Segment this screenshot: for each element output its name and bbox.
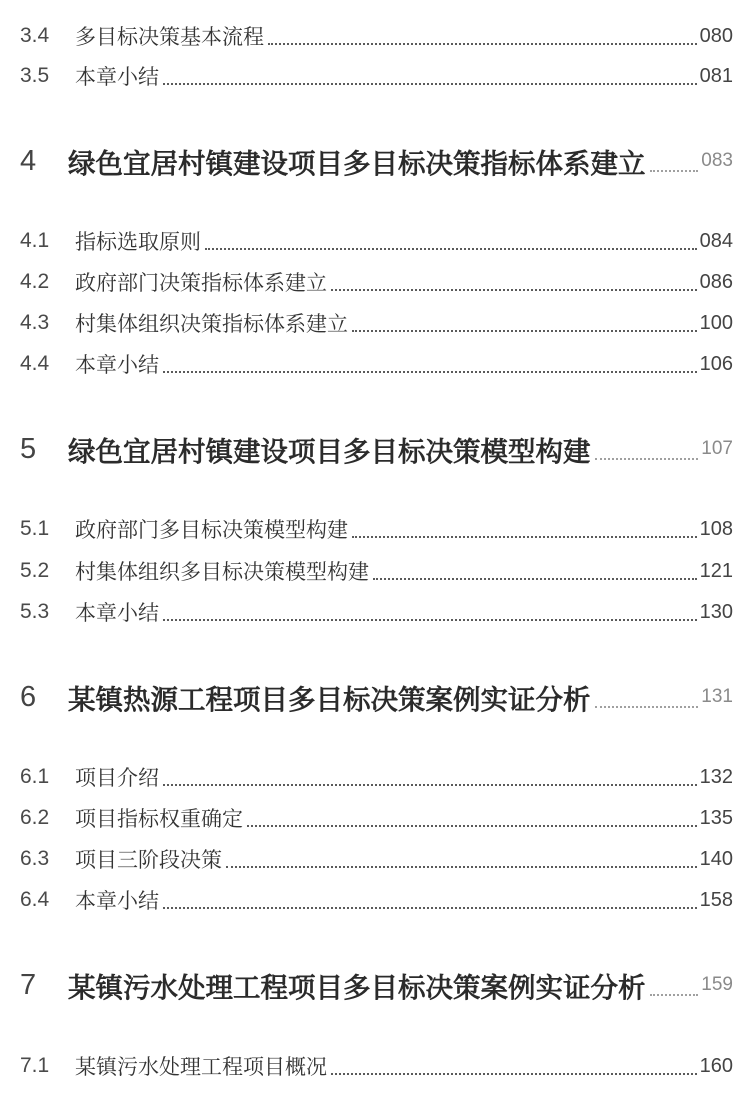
toc-section-title: 项目三阶段决策	[75, 848, 222, 872]
dot-leader	[352, 536, 697, 538]
toc-section-number: 3.4	[20, 24, 50, 47]
dot-leader	[205, 248, 697, 250]
toc-page-number: 107	[701, 438, 733, 459]
toc-page-number: 131	[701, 686, 733, 707]
dot-leader	[163, 83, 697, 85]
toc-page-number: 108	[699, 517, 733, 540]
dot-leader	[163, 907, 697, 909]
toc-section-title: 政府部门多目标决策模型构建	[75, 518, 348, 542]
toc-section-number: 6.1	[20, 765, 50, 788]
toc-chapter-title: 绿色宜居村镇建设项目多目标决策指标体系建立	[68, 148, 646, 180]
toc-section-title: 本章小结	[75, 65, 159, 89]
toc-section-number: 6.4	[20, 888, 50, 911]
toc-section-entry	[20, 16, 733, 56]
dot-leader	[352, 330, 697, 332]
toc-page-number: 159	[701, 974, 733, 995]
toc-page-number: 121	[699, 559, 733, 582]
toc-page-number: 160	[699, 1054, 733, 1077]
toc-page-number: 106	[699, 352, 733, 375]
toc-page-number: 080	[699, 24, 733, 47]
dot-leader	[650, 170, 699, 172]
toc-page-number: 140	[699, 847, 733, 870]
toc-section-entry	[20, 56, 733, 96]
dot-leader	[595, 706, 699, 708]
toc-chapter-number: 5	[20, 432, 37, 465]
toc-section-number: 7.1	[20, 1054, 50, 1077]
toc-section-number: 6.2	[20, 806, 50, 829]
toc-section-number: 6.3	[20, 847, 50, 870]
toc-chapter-entry	[20, 427, 733, 471]
dot-leader	[331, 1073, 697, 1075]
dot-leader	[163, 371, 697, 373]
dot-leader	[247, 825, 697, 827]
toc-section-number: 4.2	[20, 270, 50, 293]
toc-section-number: 4.4	[20, 352, 50, 375]
toc-section-title: 本章小结	[75, 601, 159, 625]
toc-chapter-title: 绿色宜居村镇建设项目多目标决策模型构建	[68, 436, 591, 468]
toc-page-number: 100	[699, 311, 733, 334]
toc-page-number: 158	[699, 888, 733, 911]
toc-section-title: 项目指标权重确定	[75, 807, 243, 831]
dot-leader	[268, 43, 697, 45]
toc-section-title: 本章小结	[75, 353, 159, 377]
toc-page-number: 135	[699, 806, 733, 829]
toc-section-title: 本章小结	[75, 889, 159, 913]
toc-chapter-number: 7	[20, 968, 37, 1001]
toc-section-entry	[20, 757, 733, 797]
toc-chapter-number: 4	[20, 144, 37, 177]
toc-section-entry	[20, 592, 733, 632]
toc-section-number: 3.5	[20, 64, 50, 87]
toc-section-number: 5.2	[20, 559, 50, 582]
toc-section-entry	[20, 303, 733, 343]
toc-chapter-entry	[20, 675, 733, 719]
toc-chapter-entry	[20, 139, 733, 183]
toc-section-number: 4.1	[20, 229, 50, 252]
toc-page-number: 084	[699, 229, 733, 252]
dot-leader	[163, 784, 697, 786]
toc-section-entry	[20, 798, 733, 838]
toc-section-entry	[20, 1046, 733, 1086]
dot-leader	[595, 458, 699, 460]
toc-page-number: 083	[701, 150, 733, 171]
dot-leader	[163, 619, 697, 621]
toc-chapter-title: 某镇污水处理工程项目多目标决策案例实证分析	[68, 972, 646, 1004]
toc-section-number: 5.1	[20, 517, 50, 540]
toc-section-title: 项目介绍	[75, 766, 159, 790]
toc-section-entry	[20, 880, 733, 920]
toc-page-number: 130	[699, 600, 733, 623]
toc-section-number: 5.3	[20, 600, 50, 623]
toc-page-number: 081	[699, 64, 733, 87]
toc-section-title: 多目标决策基本流程	[75, 25, 264, 49]
toc-section-entry	[20, 509, 733, 549]
toc-section-entry	[20, 221, 733, 261]
toc-section-entry	[20, 839, 733, 879]
dot-leader	[331, 289, 697, 291]
dot-leader	[226, 866, 697, 868]
toc-page-number: 086	[699, 270, 733, 293]
toc-section-title: 政府部门决策指标体系建立	[75, 271, 327, 295]
toc-section-entry	[20, 262, 733, 302]
dot-leader	[373, 578, 697, 580]
toc-section-entry	[20, 551, 733, 591]
toc-section-entry	[20, 344, 733, 384]
toc-section-title: 村集体组织决策指标体系建立	[75, 312, 348, 336]
toc-section-title: 指标选取原则	[75, 230, 201, 254]
toc-section-number: 4.3	[20, 311, 50, 334]
toc-section-title: 村集体组织多目标决策模型构建	[75, 560, 369, 584]
toc-page-number: 132	[699, 765, 733, 788]
toc-chapter-entry	[20, 963, 733, 1007]
toc-section-title: 某镇污水处理工程项目概况	[75, 1055, 327, 1079]
toc-chapter-title: 某镇热源工程项目多目标决策案例实证分析	[68, 684, 591, 716]
toc-chapter-number: 6	[20, 680, 37, 713]
dot-leader	[650, 994, 699, 996]
